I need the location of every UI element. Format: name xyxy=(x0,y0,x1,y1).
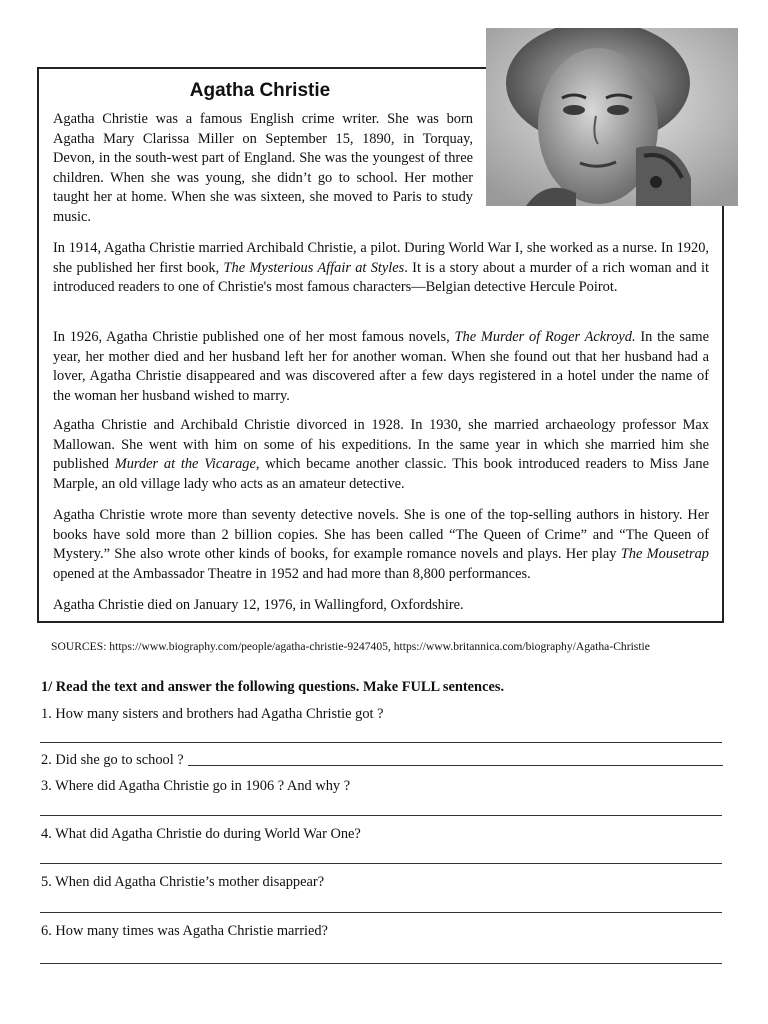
page-title: Agatha Christie xyxy=(189,80,331,101)
paragraph-text: Agatha Christie and Archibald Christie divorced in 1928. In 1930, she married archaeology professor Max Mallowan. She went with him on some of his expeditions. In the same year in which she married him she published xyxy=(53,417,709,472)
question-6: 6. How many times was Agatha Christie married? xyxy=(41,923,328,939)
answer-line-6[interactable] xyxy=(40,963,722,964)
paragraph-text: , which became another classic. This book introduced readers to Miss Jane Marple, an old village lady who acts as an amateur detective. xyxy=(53,456,709,492)
question-2: 2. Did she go to school ? xyxy=(41,752,184,768)
paragraph-text: In 1914, Agatha Christie married Archibald Christie, a pilot. During World War I, she worked as a nurse. In 1920, she published her first book, xyxy=(53,240,709,276)
paragraph-text: In 1926, Agatha Christie published one of her most famous novels, xyxy=(53,329,455,345)
book-title: The Murder of Roger Ackroyd. xyxy=(454,329,636,345)
paragraph-text: opened at the Ambassador Theatre in 1952 and had more than 8,800 performances. xyxy=(53,565,531,582)
portrait-photo xyxy=(486,28,738,206)
answer-line-4[interactable] xyxy=(40,863,722,864)
paragraph-marriage xyxy=(53,239,709,298)
question-1: 1. How many sisters and brothers had Agatha Christie got ? xyxy=(41,706,384,722)
answer-line-3[interactable] xyxy=(40,815,722,816)
paragraph-text: . It is a story about a murder of a rich woman and it introduced readers to one of Christie's most famous characters—Belgian detective Hercule Poirot. xyxy=(53,259,709,295)
paragraph-intro: Agatha Christie was a famous English crime writer. She was born Agatha Mary Clarissa Miller on September 15, 1890, in Torquay, Devon, in the south-west part of England. She was the youngest of three children. When she was young, she didn’t go to school. Her mother taught her at home. When she was sixteen, she moved to Paris to study music. xyxy=(53,111,473,225)
paragraph-text: Agatha Christie wrote more than seventy detective novels. She is one of the top-selling authors in history. Her books have sold more than 2 billion copies. She has been called “The Queen of Crime” and “The Queen of Mystery.” She also wrote other kinds of books, for example romance novels and plays. Her play xyxy=(53,507,709,562)
portrait-image xyxy=(486,28,738,206)
answer-line-1[interactable] xyxy=(40,742,722,743)
paragraph-death: Agatha Christie died on January 12, 1976, in Wallingford, Oxfordshire. xyxy=(53,597,464,613)
sources-line: SOURCES: https://www.biography.com/people/agatha-christie-9247405, https://www.britannica.com/biography/Agatha-Christie xyxy=(51,640,650,653)
paragraph-disappearance xyxy=(53,328,709,406)
book-title: The Mysterious Affair at Styles xyxy=(223,259,405,276)
paragraph-second-marriage xyxy=(53,416,709,494)
answer-line-2[interactable] xyxy=(188,765,723,766)
paragraph-career xyxy=(53,506,709,584)
answer-line-5[interactable] xyxy=(40,912,722,913)
paragraph-text: In the same year, her mother died and her husband left her for another woman. When she found out that her husband had a lover, Agatha Christie disappeared and was discovered after a few days registered in a hotel under the name of the woman her husband wished to marry. xyxy=(53,329,709,404)
book-title: Murder at the Vicarage xyxy=(114,456,256,472)
exercise-heading: 1/ Read the text and answer the following questions. Make FULL sentences. xyxy=(41,679,505,695)
question-3: 3. Where did Agatha Christie go in 1906 ? And why ? xyxy=(41,778,351,794)
question-5: 5. When did Agatha Christie’s mother disappear? xyxy=(41,874,325,890)
book-title: The Mousetrap xyxy=(620,546,710,562)
question-4: 4. What did Agatha Christie do during World War One? xyxy=(41,826,361,842)
question-2-row xyxy=(41,752,723,769)
